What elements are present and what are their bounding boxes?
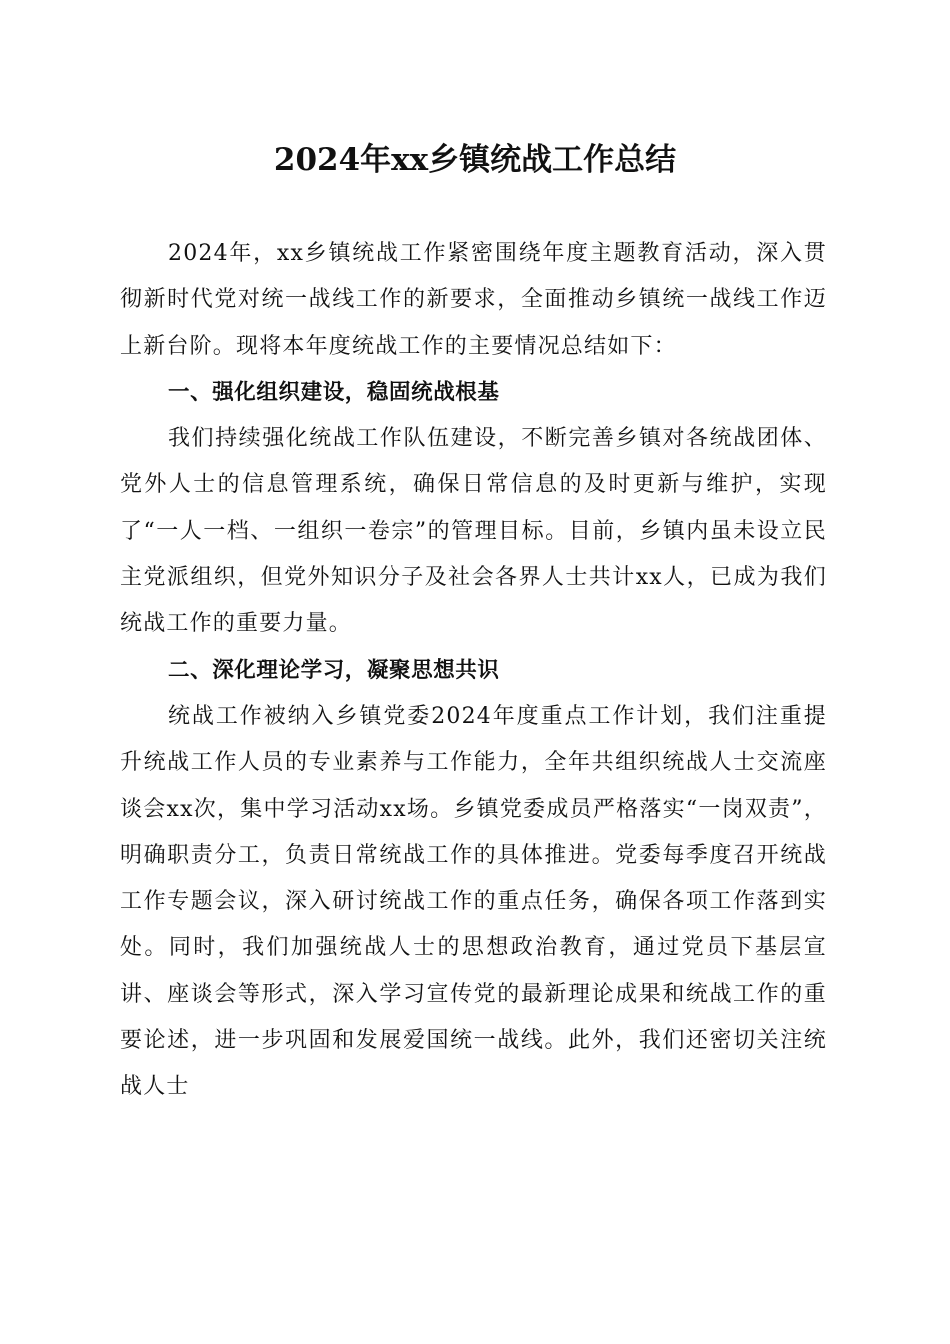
document-body bbox=[120, 231, 827, 1111]
document-title: 2024年xx乡镇统战工作总结 bbox=[273, 142, 677, 178]
intro-paragraph: 2024年，xx乡镇统战工作紧密围绕年度主题教育活动，深入贯彻新时代党对统一战线工作的新要求，全面推动乡镇统一战线工作迈上新台阶。现将本年度统战工作的主要情况总结如下： bbox=[120, 241, 827, 359]
section-body-1: 我们持续强化统战工作队伍建设，不断完善乡镇对各统战团体、党外人士的信息管理系统，确保日常信息的及时更新与维护，实现了“一人一档、一组织一卷宗”的管理目标。目前，乡镇内虽未设立民主党派组织，但党外知识分子及社会各界人士共计xx人，已成为我们统战工作的重要力量。 bbox=[120, 426, 827, 637]
section-body-2: 统战工作被纳入乡镇党委2024年度重点工作计划，我们注重提升统战工作人员的专业素养与工作能力，全年共组织统战人士交流座谈会xx次，集中学习活动xx场。乡镇党委成员严格落实“一岗双责”，明确职责分工，负责日常统战工作的具体推进。党委每季度召开统战工作专题会议，深入研讨统战工作的重点任务，确保各项工作落到实处。同时，我们加强统战人士的思想政治教育，通过党员下基层宣讲、座谈会等形式，深入学习宣传党的最新理论成果和统战工作的重要论述，进一步巩固和发展爱国统一战线。此外，我们还密切关注统战人士 bbox=[120, 703, 827, 1100]
section-heading-1: 一、强化组织建设，稳固统战根基 bbox=[168, 379, 500, 405]
section-heading-2: 二、深化理论学习，凝聚思想共识 bbox=[168, 657, 500, 683]
